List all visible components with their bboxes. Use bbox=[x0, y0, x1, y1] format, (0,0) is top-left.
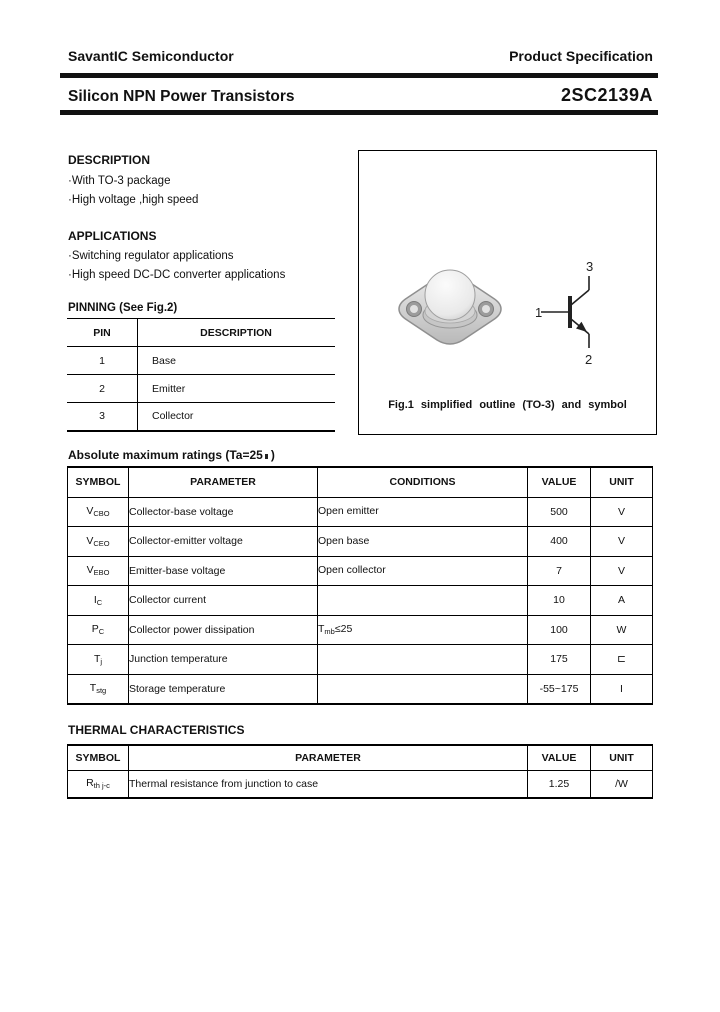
abs-header-row bbox=[68, 467, 653, 497]
col-header-symbol: SYMBOL bbox=[68, 745, 129, 770]
value-cell: 7 bbox=[528, 556, 591, 586]
symbol-cell bbox=[68, 497, 129, 527]
symbol-cell bbox=[68, 645, 129, 675]
value-cell: 400 bbox=[528, 527, 591, 557]
corrupted-degree-glyph bbox=[265, 454, 268, 459]
table-row bbox=[68, 645, 653, 675]
col-header-unit: UNIT bbox=[591, 745, 653, 770]
pin-description: Collector bbox=[138, 403, 336, 431]
symbol-cell bbox=[68, 770, 129, 798]
thermal-table bbox=[67, 744, 653, 799]
abs-ratings-table bbox=[67, 466, 653, 705]
pinning-header-row bbox=[67, 319, 335, 347]
pin-number: 1 bbox=[67, 347, 138, 375]
value-cell: 100 bbox=[528, 615, 591, 645]
applications-item: ·Switching regulator applications bbox=[68, 250, 234, 262]
table-row bbox=[68, 527, 653, 557]
pin-col-header: PIN bbox=[67, 319, 138, 347]
table-row bbox=[68, 556, 653, 586]
description-item: ·With TO-3 package bbox=[68, 175, 171, 187]
parameter-cell: Collector-base voltage bbox=[129, 497, 318, 527]
unit-cell: V bbox=[591, 556, 653, 586]
symbol-subscript: th j-c bbox=[93, 781, 110, 791]
cond-text: Open collector bbox=[318, 564, 386, 577]
figure-box bbox=[358, 150, 657, 435]
description-heading: DESCRIPTION bbox=[68, 153, 151, 167]
pin-number: 3 bbox=[67, 403, 138, 431]
conditions-cell bbox=[318, 586, 528, 616]
to3-package-image bbox=[389, 263, 511, 347]
symbol-subscript: stg bbox=[96, 686, 107, 695]
symbol-base: P bbox=[91, 623, 99, 636]
unit-cell: V bbox=[591, 497, 653, 527]
value-cell: 1.25 bbox=[528, 770, 591, 798]
abs-ratings-heading bbox=[68, 448, 275, 462]
symbol-base: T bbox=[89, 682, 97, 694]
table-row bbox=[67, 375, 335, 403]
conditions-cell bbox=[318, 527, 528, 557]
symbol-subscript: j bbox=[100, 656, 103, 666]
unit-cell: /W bbox=[591, 770, 653, 798]
applications-heading: APPLICATIONS bbox=[68, 229, 157, 243]
symbol-base: V bbox=[86, 564, 94, 577]
pinning-heading: PINNING (See Fig.2) bbox=[68, 302, 178, 314]
table-row bbox=[68, 615, 653, 645]
parameter-cell: Thermal resistance from junction to case bbox=[129, 770, 528, 798]
col-header-value: VALUE bbox=[528, 467, 591, 497]
table-row bbox=[68, 770, 653, 798]
col-header-value: VALUE bbox=[528, 745, 591, 770]
symbol-subscript: C bbox=[96, 597, 103, 607]
abs-ratings-heading-close: ) bbox=[270, 448, 275, 462]
symbol-cell bbox=[68, 586, 129, 616]
table-row bbox=[67, 403, 335, 431]
col-header-parameter: PARAMETER bbox=[129, 467, 318, 497]
parameter-cell: Collector current bbox=[129, 586, 318, 616]
unit-cell: A bbox=[591, 586, 653, 616]
cond-text: ≤25 bbox=[334, 623, 353, 636]
description-item: ·High voltage ,high speed bbox=[68, 194, 199, 206]
figure-caption: Fig.1 simplified outline (TO-3) and symbol bbox=[388, 399, 627, 411]
pin-description: Base bbox=[152, 354, 176, 367]
npn-symbol bbox=[535, 259, 627, 367]
col-header-conditions: CONDITIONS bbox=[318, 467, 528, 497]
col-header-parameter: PARAMETER bbox=[129, 745, 528, 770]
symbol-subscript: CBO bbox=[93, 509, 110, 519]
pinning-table bbox=[67, 318, 335, 432]
symbol-base-bar bbox=[568, 296, 572, 328]
emitter-arrow bbox=[576, 322, 587, 332]
conditions-cell bbox=[318, 615, 528, 645]
cond-text: T bbox=[318, 623, 325, 636]
symbol-base: I bbox=[93, 593, 97, 606]
part-number: 2SC2139A bbox=[560, 85, 653, 105]
thermal-heading: THERMAL CHARACTERISTICS bbox=[68, 723, 245, 737]
desc-col-header: DESCRIPTION bbox=[200, 326, 272, 339]
value-cell: 10 bbox=[528, 586, 591, 616]
unit-cell: ⊏ bbox=[591, 645, 653, 675]
symbol-base: V bbox=[86, 534, 94, 547]
cond-text: Open base bbox=[318, 534, 370, 547]
col-header-unit: UNIT bbox=[591, 467, 653, 497]
cond-subscript: mb bbox=[324, 627, 335, 637]
symbol-base: R bbox=[86, 777, 94, 790]
parameter-cell: Collector power dissipation bbox=[129, 615, 318, 645]
conditions-cell bbox=[318, 556, 528, 586]
parameter-cell: Junction temperature bbox=[129, 645, 318, 675]
table-row bbox=[68, 497, 653, 527]
table-row bbox=[67, 347, 335, 375]
symbol-subscript: CEO bbox=[93, 538, 110, 548]
conditions-cell bbox=[318, 497, 528, 527]
abs-ratings-heading-text: Absolute maximum ratings (Ta=25 bbox=[68, 448, 263, 462]
symbol-subscript: EBO bbox=[93, 568, 110, 578]
header-rule-bottom bbox=[60, 110, 658, 115]
parameter-cell: Storage temperature bbox=[129, 674, 318, 704]
doc-type: Product Specification bbox=[509, 48, 653, 64]
symbol-cell bbox=[68, 615, 129, 645]
emitter-pin-label: 2 bbox=[585, 352, 593, 367]
company-name: SavantIC Semiconductor bbox=[68, 48, 234, 64]
thermal-header-row bbox=[68, 745, 653, 770]
symbol-base: V bbox=[86, 505, 94, 518]
value-cell: 500 bbox=[528, 497, 591, 527]
unit-cell: V bbox=[591, 527, 653, 557]
pin-description: Emitter bbox=[152, 382, 186, 395]
symbol-cell bbox=[68, 527, 129, 557]
cond-text: Open emitter bbox=[318, 505, 379, 518]
symbol-base: T bbox=[93, 652, 101, 665]
pin-number: 2 bbox=[67, 375, 138, 403]
unit-cell: W bbox=[591, 615, 653, 645]
unit-cell: I bbox=[591, 674, 653, 704]
header-rule-top bbox=[60, 73, 658, 78]
value-cell: 175 bbox=[528, 645, 591, 675]
symbol-cell bbox=[68, 556, 129, 586]
parameter-cell: Collector-emitter voltage bbox=[129, 527, 318, 557]
applications-item: ·High speed DC-DC converter applications bbox=[68, 269, 286, 281]
table-row bbox=[68, 674, 653, 704]
symbol-cell bbox=[68, 674, 129, 704]
table-row bbox=[68, 586, 653, 616]
parameter-cell: Emitter-base voltage bbox=[129, 556, 318, 586]
value-cell: -55~175 bbox=[528, 674, 591, 704]
base-pin-label: 1 bbox=[535, 305, 543, 320]
conditions-cell bbox=[318, 674, 528, 704]
page-title: Silicon NPN Power Transistors bbox=[68, 88, 295, 105]
conditions-cell bbox=[318, 645, 528, 675]
symbol-subscript: C bbox=[98, 627, 105, 637]
col-header-symbol: SYMBOL bbox=[68, 467, 129, 497]
collector-pin-label: 3 bbox=[586, 259, 594, 274]
